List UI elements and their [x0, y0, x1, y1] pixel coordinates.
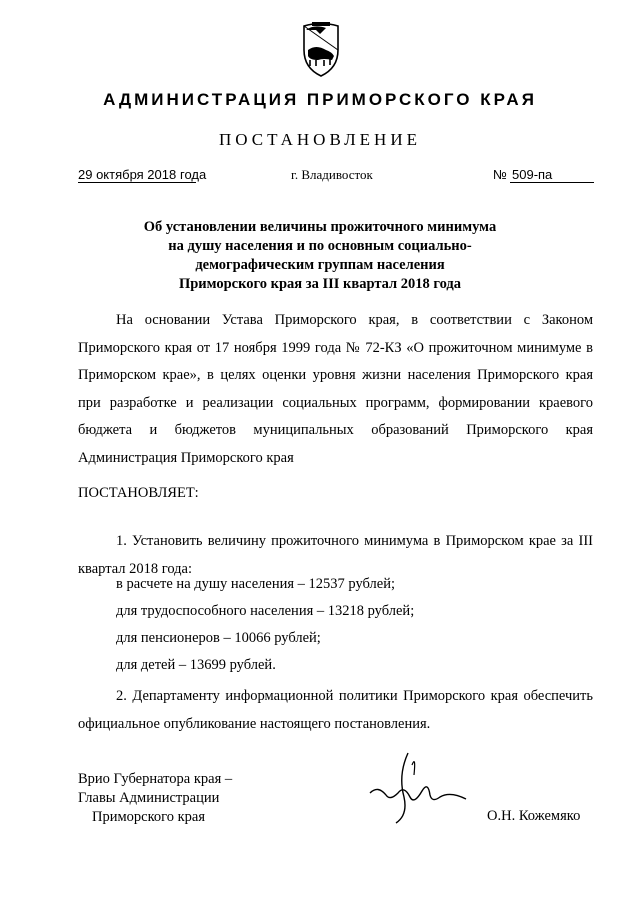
document-subject [100, 218, 540, 294]
item-1-paragraph: 1. Установить величину прожиточного минимума в Приморском крае за III квартал 2018 года: [78, 533, 593, 577]
item-1-line: в расчете на душу населения – 12537 рублей; [116, 576, 395, 592]
handwritten-signature [368, 745, 468, 830]
subject-line: Об установлении величины прожиточного минимума [143, 219, 497, 235]
signer-name: О.Н. Кожемяко [487, 808, 581, 824]
signer-title-line: Приморского края [92, 809, 206, 825]
document-number-label: № [493, 167, 507, 182]
document-city: г. Владивосток [291, 167, 373, 182]
document-number: 509-па [510, 167, 594, 183]
subject-line: Приморского края за III квартал 2018 года [178, 276, 462, 292]
item-2-paragraph: 2. Департаменту информационной политики Приморского края обеспечить официальное опубликование настоящего постановления. [78, 688, 593, 732]
signer-title [78, 770, 232, 827]
organization-title: АДМИНИСТРАЦИЯ ПРИМОРСКОГО КРАЯ [103, 90, 537, 109]
document-date-suffix: года [180, 167, 207, 182]
item-1-line: для пенсионеров – 10066 рублей; [116, 630, 321, 646]
subject-line: демографическим группам населения [195, 257, 445, 273]
signer-title-line: Врио Губернатора края – [78, 771, 233, 787]
item-1-line: для детей – 13699 рублей. [116, 657, 276, 673]
document-date: 29 октября 2018 [78, 167, 196, 183]
decree-heading: ПОСТАНОВЛЯЕТ: [78, 485, 199, 501]
signer-title-line: Главы Администрации [78, 790, 220, 806]
subject-line: на душу населения и по основным социально- [168, 238, 472, 254]
item-1-line: для трудоспособного населения – 13218 рублей; [116, 603, 415, 619]
coat-of-arms-emblem [298, 20, 344, 80]
basis-paragraph: На основании Устава Приморского края, в соответствии с Законом Приморского края от 17 ноября 1999 года № 72-КЗ «О прожиточном минимуме в Приморском крае», в целях оценки уровня жизни населения Приморского края при разработке и реализации социальных программ, формировании краевого бюджета и бюджетов муниципальных образований Приморского края Администрация Приморского края [78, 312, 593, 466]
document-type: ПОСТАНОВЛЕНИЕ [218, 130, 421, 149]
